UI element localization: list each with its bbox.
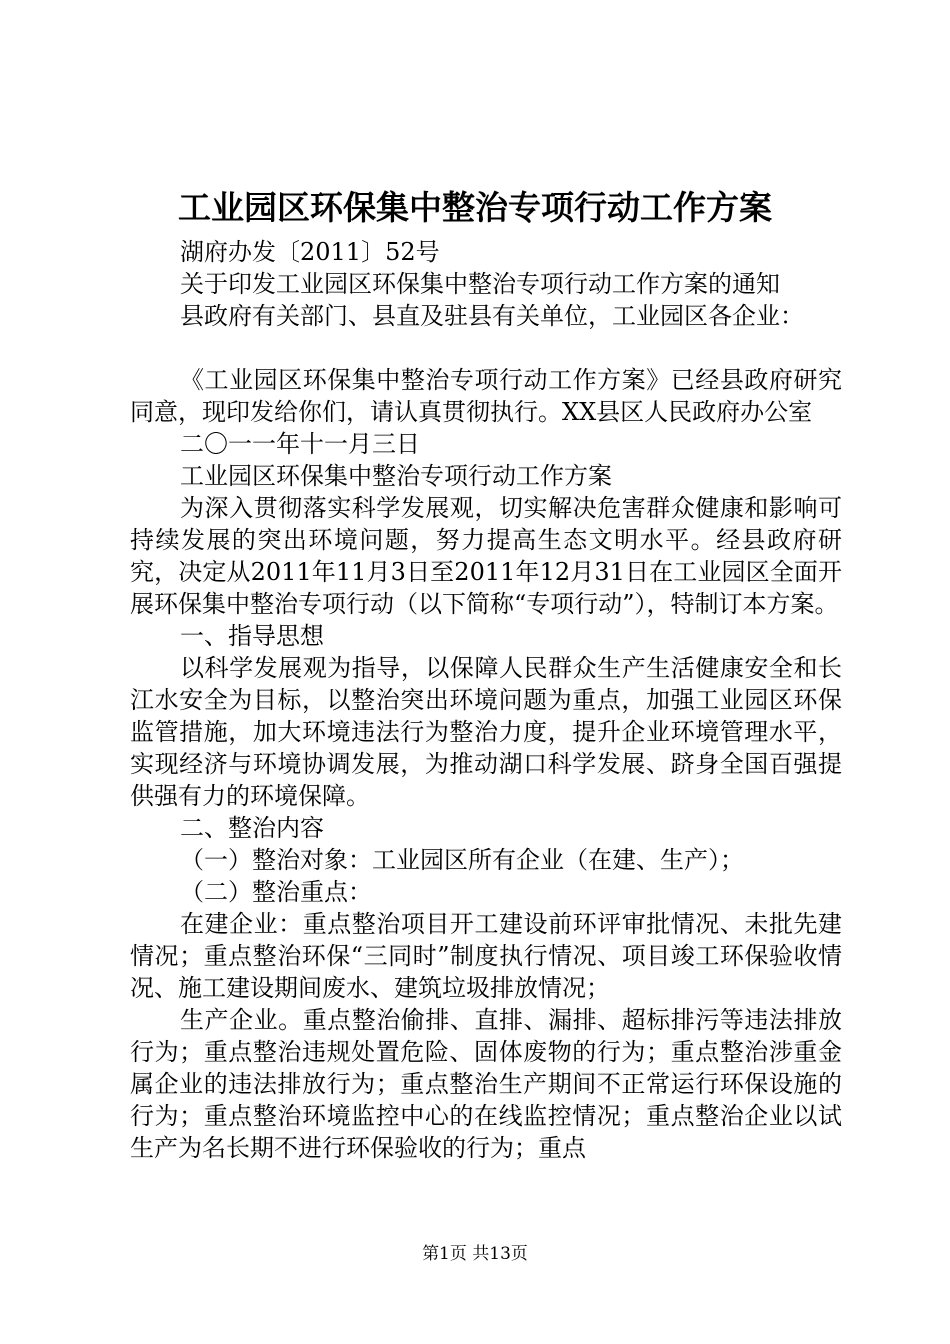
document-body bbox=[130, 236, 842, 1164]
rectification-target: （一）整治对象：工业园区所有企业（在建、生产）； bbox=[180, 846, 744, 874]
notice-title: 关于印发工业园区环保集中整治专项行动工作方案的通知 bbox=[180, 270, 780, 298]
page-footer: 第1页 共13页 bbox=[422, 1244, 528, 1264]
notice-body: 《工业园区环保集中整治专项行动工作方案》已经县政府研究同意，现印发给你们，请认真贯彻执行。XX县区人民政府办公室 bbox=[130, 366, 842, 426]
construction-enterprises-paragraph: 在建企业：重点整治项目开工建设前环评审批情况、未批先建情况；重点整治环保“三同时”制度执行情况、项目竣工环保验收情况、施工建设期间废水、建筑垃圾排放情况； bbox=[130, 910, 842, 1002]
section-heading-content: 二、整治内容 bbox=[180, 814, 324, 842]
plan-title: 工业园区环保集中整治专项行动工作方案 bbox=[180, 462, 612, 490]
rectification-focus-heading: （二）整治重点： bbox=[180, 878, 372, 906]
document-number: 湖府办发〔2011〕52号 bbox=[180, 238, 440, 266]
issue-date: 二〇一一年十一月三日 bbox=[180, 430, 420, 458]
intro-paragraph: 为深入贯彻落实科学发展观，切实解决危害群众健康和影响可持续发展的突出环境问题，努力提高生态文明水平。经县政府研究，决定从2011年11月3日至2011年12月31日在工业园区全面开展环保集中整治专项行动（以下简称“专项行动”），特制订本方案。 bbox=[130, 494, 842, 618]
production-enterprises-paragraph: 生产企业。重点整治偷排、直排、漏排、超标排污等违法排放行为；重点整治违规处置危险、固体废物的行为；重点整治涉重金属企业的违法排放行为；重点整治生产期间不正常运行环保设施的行为；重点整治环境监控中心的在线监控情况；重点整治企业以试生产为名长期不进行环保验收的行为；重点 bbox=[130, 1006, 842, 1162]
recipients: 县政府有关部门、县直及驻县有关单位，工业园区各企业： bbox=[180, 302, 804, 330]
section-heading-guiding-thought: 一、指导思想 bbox=[180, 622, 324, 650]
document-title: 工业园区环保集中整治专项行动工作方案 bbox=[178, 188, 772, 227]
guiding-thought-paragraph: 以科学发展观为指导，以保障人民群众生产生活健康安全和长江水安全为目标，以整治突出环境问题为重点，加强工业园区环保监管措施，加大环境违法行为整治力度，提升企业环境管理水平，实现经济与环境协调发展，为推动湖口科学发展、跻身全国百强提供强有力的环境保障。 bbox=[130, 654, 842, 810]
